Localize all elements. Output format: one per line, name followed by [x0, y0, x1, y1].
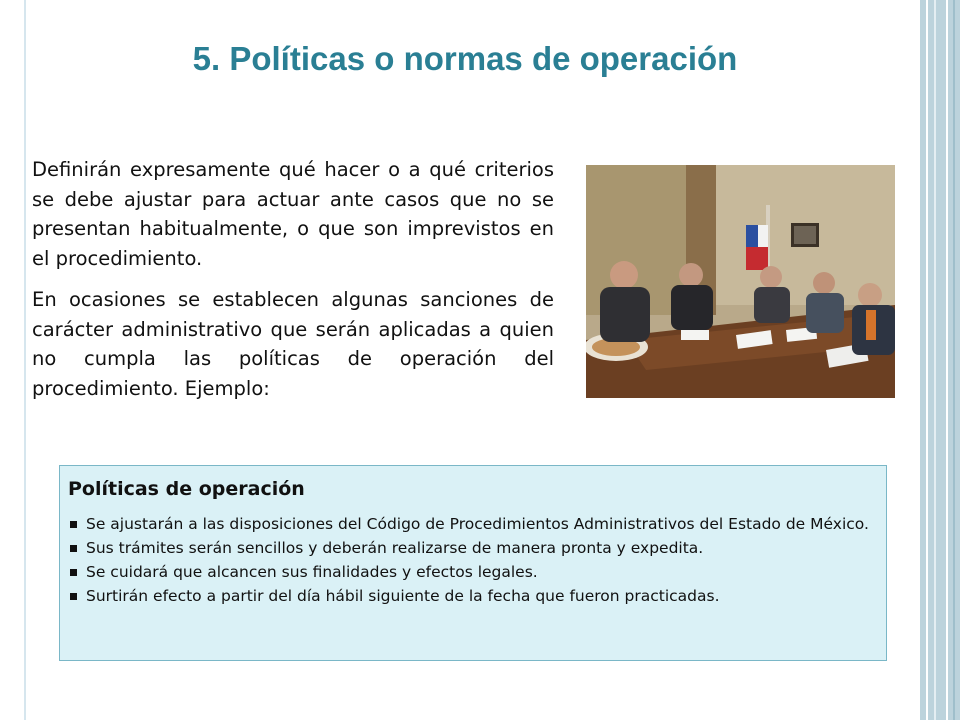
right-decoration-bar — [920, 0, 960, 720]
left-margin-rule — [24, 0, 26, 720]
list-item — [68, 536, 876, 560]
list-item — [68, 560, 876, 584]
slide-title: 5. Políticas o normas de operación — [192, 40, 738, 77]
list-item-text: Surtirán efecto a partir del día hábil siguiente de la fecha que fueron practicadas. — [86, 587, 720, 605]
meeting-photo — [586, 165, 895, 398]
paragraph-sanctions: En ocasiones se establecen algunas sanciones de carácter administrativo que serán aplicadas a quien no cumpla las políticas de operación del procedimiento. Ejemplo: — [32, 288, 554, 400]
list-item-text: Se ajustarán a las disposiciones del Código de Procedimientos Administrativos del Estado de México. — [86, 515, 869, 533]
policy-box — [59, 465, 887, 661]
list-item — [68, 584, 876, 608]
paragraph-definition: Definirán expresamente qué hacer o a qué criterios se debe ajustar para actuar ante casos que no se presentan habitualmente, o que son imprevistos en el procedimiento. — [32, 158, 554, 270]
square-bullet-icon — [70, 545, 77, 552]
body-text — [32, 155, 554, 415]
list-item — [68, 512, 876, 536]
list-item-text: Sus trámites serán sencillos y deberán realizarse de manera pronta y expedita. — [86, 539, 704, 557]
square-bullet-icon — [70, 521, 77, 528]
policy-box-title: Políticas de operación — [68, 478, 305, 500]
square-bullet-icon — [70, 569, 77, 576]
policy-list — [68, 512, 876, 608]
list-item-text: Se cuidará que alcancen sus finalidades y efectos legales. — [86, 563, 538, 581]
square-bullet-icon — [70, 593, 77, 600]
